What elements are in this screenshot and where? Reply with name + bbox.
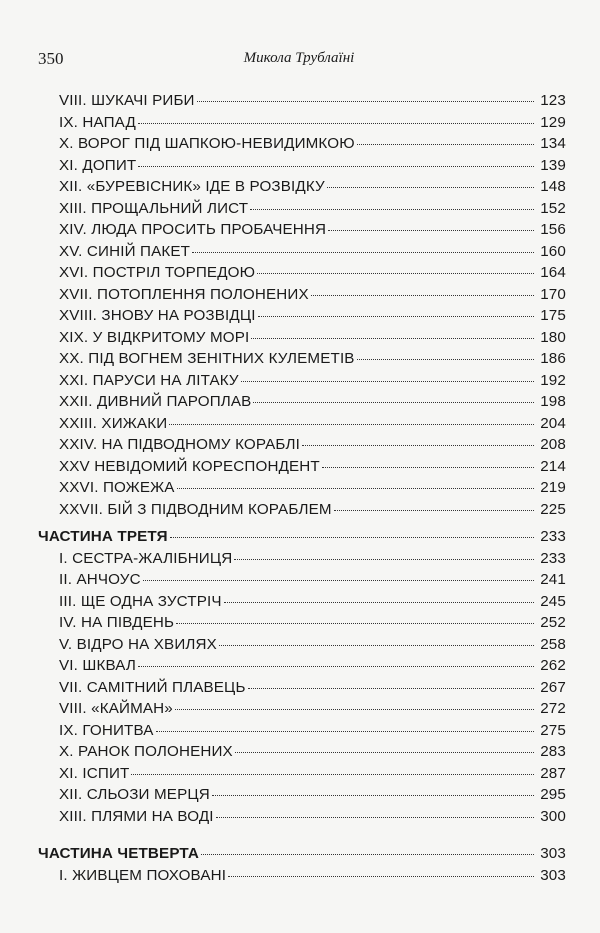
chapter-title: XXIV. НА ПІДВОДНОМУ КОРАБЛІ <box>59 436 301 453</box>
dot-leader <box>156 731 534 732</box>
chapter-page-number: 214 <box>540 457 566 475</box>
chapter-page-number: 219 <box>540 479 566 496</box>
chapter-page-number: 241 <box>540 571 566 588</box>
dot-leader <box>197 101 534 102</box>
part-title: ЧАСТИНА ЧЕТВЕРТА <box>38 845 199 862</box>
dot-leader <box>235 752 534 753</box>
toc-chapter-row <box>38 477 566 499</box>
chapter-page-number: 303 <box>540 866 566 884</box>
chapter-title: XI. ДОПИТ <box>59 156 137 174</box>
toc-chapter-row <box>38 348 566 370</box>
page-header <box>38 49 560 73</box>
dot-leader <box>138 166 534 167</box>
chapter-page-number: 164 <box>540 264 566 281</box>
chapter-page-number: 233 <box>540 549 566 567</box>
toc-chapter-row <box>38 741 566 763</box>
toc-chapter-row <box>38 784 566 806</box>
toc-section-continued <box>38 90 566 520</box>
chapter-page-number: 208 <box>540 436 566 453</box>
dot-leader <box>257 273 534 274</box>
chapter-page-number: 170 <box>540 285 566 303</box>
toc-chapter-row <box>38 176 566 198</box>
dot-leader <box>192 252 534 253</box>
chapter-page-number: 160 <box>540 242 566 260</box>
chapter-page-number: 129 <box>540 113 566 131</box>
chapter-title: XIX. У ВІДКРИТОМУ МОРІ <box>59 328 250 346</box>
toc-chapter-row <box>38 198 566 220</box>
chapter-page-number: 245 <box>540 592 566 610</box>
chapter-page-number: 156 <box>540 221 566 238</box>
toc-part-row <box>38 526 566 548</box>
chapter-title: IX. ГОНИТВА <box>59 721 154 739</box>
toc-chapter-row <box>38 698 566 720</box>
chapter-page-number: 267 <box>540 678 566 696</box>
chapter-page-number: 204 <box>540 414 566 432</box>
part-title: ЧАСТИНА ТРЕТЯ <box>38 528 168 545</box>
chapter-title: XI. ІСПИТ <box>59 764 130 782</box>
toc-chapter-row <box>38 413 566 435</box>
toc-chapter-row <box>38 612 566 634</box>
toc-chapter-row <box>38 370 566 392</box>
chapter-title: XVIII. ЗНОВУ НА РОЗВІДЦІ <box>59 307 256 324</box>
chapter-title: X. РАНОК ПОЛОНЕНИХ <box>59 743 233 760</box>
toc-chapter-row <box>38 155 566 177</box>
chapter-page-number: 180 <box>540 328 566 346</box>
chapter-title: XX. ПІД ВОГНЕМ ЗЕНІТНИХ КУЛЕМЕТІВ <box>59 350 355 367</box>
dot-leader <box>170 537 534 538</box>
chapter-title: XVII. ПОТОПЛЕННЯ ПОЛОНЕНИХ <box>59 285 309 303</box>
toc-chapter-row <box>38 591 566 613</box>
dot-leader <box>302 445 534 446</box>
chapter-title: XXV НЕВІДОМИЙ КОРЕСПОНДЕНТ <box>59 457 320 475</box>
chapter-title: VI. ШКВАЛ <box>59 657 136 674</box>
toc-chapter-row <box>38 456 566 478</box>
dot-leader <box>322 467 534 468</box>
chapter-title: XII. СЛЬОЗИ МЕРЦЯ <box>59 786 210 803</box>
toc-chapter-row <box>38 634 566 656</box>
toc-chapter-row <box>38 434 566 456</box>
dot-leader <box>258 316 534 317</box>
toc-chapter-row <box>38 262 566 284</box>
dot-leader <box>250 209 534 210</box>
chapter-page-number: 283 <box>540 743 566 760</box>
dot-leader <box>327 187 534 188</box>
toc-chapter-row <box>38 391 566 413</box>
chapter-page-number: 139 <box>540 156 566 174</box>
chapter-title: II. АНЧОУС <box>59 571 141 588</box>
chapter-title: X. ВОРОГ ПІД ШАПКОЮ-НЕВИДИМКОЮ <box>59 135 355 152</box>
dot-leader <box>241 381 534 382</box>
chapter-page-number: 192 <box>540 371 566 389</box>
chapter-title: VII. САМІТНИЙ ПЛАВЕЦЬ <box>59 678 246 696</box>
toc-chapter-row <box>38 655 566 677</box>
dot-leader <box>177 488 534 489</box>
chapter-page-number: 186 <box>540 350 566 367</box>
dot-leader <box>248 688 534 689</box>
dot-leader <box>334 510 534 511</box>
toc-chapter-row <box>38 90 566 112</box>
toc-chapter-row <box>38 865 566 887</box>
chapter-title: XV. СИНІЙ ПАКЕТ <box>59 242 191 260</box>
toc-section-part-three <box>38 526 566 827</box>
dot-leader <box>251 338 534 339</box>
chapter-title: IX. НАПАД <box>59 113 136 131</box>
toc-chapter-row <box>38 241 566 263</box>
dot-leader <box>253 402 534 403</box>
chapter-title: XXVII. БІЙ З ПІДВОДНИМ КОРАБЛЕМ <box>59 500 332 518</box>
chapter-page-number: 198 <box>540 393 566 410</box>
toc-chapter-row <box>38 133 566 155</box>
chapter-title: XIV. ЛЮДА ПРОСИТЬ ПРОБАЧЕННЯ <box>59 221 327 238</box>
chapter-page-number: 225 <box>540 500 566 518</box>
chapter-page-number: 258 <box>540 635 566 653</box>
dot-leader <box>357 144 534 145</box>
chapter-title: IV. НА ПІВДЕНЬ <box>59 614 175 631</box>
toc-chapter-row <box>38 327 566 349</box>
chapter-title: III. ЩЕ ОДНА ЗУСТРІЧ <box>59 592 222 610</box>
chapter-title: V. ВІДРО НА ХВИЛЯХ <box>59 635 217 653</box>
dot-leader <box>216 817 534 818</box>
chapter-title: XVI. ПОСТРІЛ ТОРПЕДОЮ <box>59 264 256 281</box>
dot-leader <box>175 709 534 710</box>
chapter-title: XXII. ДИВНИЙ ПАРОПЛАВ <box>59 393 252 410</box>
chapter-page-number: 252 <box>540 614 566 631</box>
toc-chapter-row <box>38 219 566 241</box>
chapter-title: VIII. ШУКАЧІ РИБИ <box>59 92 195 109</box>
toc-chapter-row <box>38 720 566 742</box>
chapter-page-number: 123 <box>540 92 566 109</box>
chapter-title: XIII. ПРОЩАЛЬНИЙ ЛИСТ <box>59 199 249 217</box>
chapter-title: XII. «БУРЕВІСНИК» ІДЕ В РОЗВІДКУ <box>59 178 325 195</box>
chapter-title: XXIII. ХИЖАКИ <box>59 414 168 432</box>
dot-leader <box>212 795 534 796</box>
chapter-title: XXI. ПАРУСИ НА ЛІТАКУ <box>59 371 239 389</box>
toc-chapter-row <box>38 569 566 591</box>
chapter-page-number: 152 <box>540 199 566 217</box>
chapter-page-number: 300 <box>540 807 566 825</box>
dot-leader <box>143 580 534 581</box>
chapter-page-number: 148 <box>540 178 566 195</box>
toc-chapter-row <box>38 677 566 699</box>
dot-leader <box>138 666 534 667</box>
toc-chapter-row <box>38 284 566 306</box>
chapter-title: I. ЖИВЦЕМ ПОХОВАНІ <box>59 866 227 884</box>
dot-leader <box>224 602 534 603</box>
chapter-page-number: 175 <box>540 307 566 324</box>
dot-leader <box>328 230 534 231</box>
dot-leader <box>357 359 534 360</box>
dot-leader <box>219 645 534 646</box>
dot-leader <box>311 295 534 296</box>
toc-chapter-row <box>38 112 566 134</box>
toc-part-row <box>38 843 566 865</box>
chapter-page-number: 287 <box>540 764 566 782</box>
running-title: Микола Трублаїні <box>243 50 355 66</box>
dot-leader <box>138 123 534 124</box>
dot-leader <box>169 424 534 425</box>
dot-leader <box>228 876 534 877</box>
toc-chapter-row <box>38 305 566 327</box>
toc-chapter-row <box>38 499 566 521</box>
chapter-title: VIII. «КАЙМАН» <box>59 700 173 717</box>
chapter-title: I. СЕСТРА-ЖАЛІБНИЦЯ <box>59 549 233 567</box>
dot-leader <box>176 623 534 624</box>
part-page-number: 233 <box>540 528 566 545</box>
dot-leader <box>131 774 534 775</box>
chapter-page-number: 272 <box>540 700 566 717</box>
chapter-page-number: 275 <box>540 721 566 739</box>
chapter-title: XXVI. ПОЖЕЖА <box>59 479 175 496</box>
toc-chapter-row <box>38 548 566 570</box>
dot-leader <box>201 854 534 855</box>
chapter-page-number: 262 <box>540 657 566 674</box>
toc-chapter-row <box>38 763 566 785</box>
page-number: 350 <box>38 49 64 68</box>
chapter-title: XIII. ПЛЯМИ НА ВОДІ <box>59 807 214 825</box>
toc-section-part-four <box>38 843 566 886</box>
part-page-number: 303 <box>540 845 566 862</box>
dot-leader <box>234 559 534 560</box>
chapter-page-number: 134 <box>540 135 566 152</box>
chapter-page-number: 295 <box>540 786 566 803</box>
toc-chapter-row <box>38 806 566 828</box>
